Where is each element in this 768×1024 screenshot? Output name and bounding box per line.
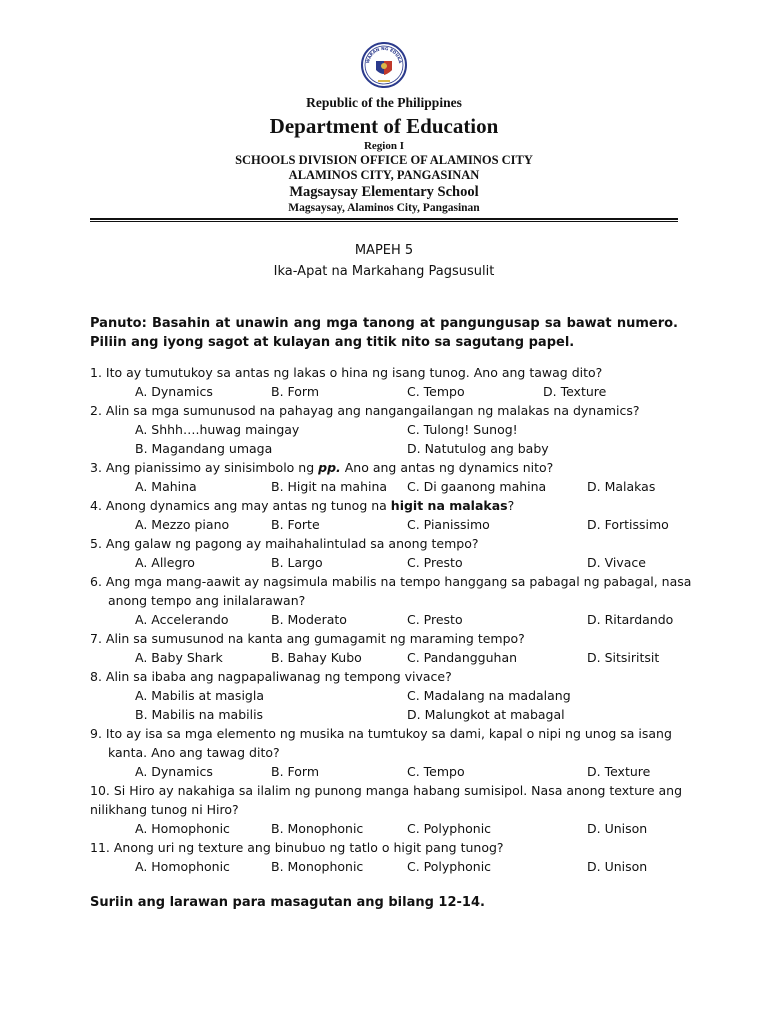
q7-option-b: B. Bahay Kubo <box>271 650 362 665</box>
q3-option-d: D. Malakas <box>587 479 656 494</box>
school-address: Magsaysay, Alaminos City, Pangasinan <box>288 202 480 214</box>
question-1: 1. Ito ay tumutukoy sa antas ng lakas o hina ng isang tunog. Ano ang tawag dito? <box>90 365 603 380</box>
subject-title: MAPEH 5 <box>354 243 414 258</box>
q4-option-a: A. Mezzo piano <box>135 517 230 532</box>
q1-option-b: B. Form <box>271 384 320 399</box>
question-8: 8. Alin sa ibaba ang nagpapaliwanag ng tempong vivace? <box>90 669 452 684</box>
question-6-cont: anong tempo ang inilalarawan? <box>108 593 306 608</box>
q6-option-a: A. Accelerando <box>135 612 229 627</box>
question-7: 7. Alin sa sumusunod na kanta ang gumagamit ng maraming tempo? <box>90 631 525 646</box>
q5-option-c: C. Presto <box>407 555 463 570</box>
q8-option-d: D. Malungkot at mabagal <box>407 707 565 722</box>
q3-symbol: pp. <box>318 460 341 475</box>
header-divider-thin <box>90 221 678 222</box>
q2-option-c: C. Tulong! Sunog! <box>407 422 518 437</box>
q2-option-d: D. Natutulog ang baby <box>407 441 549 456</box>
deped-seal-icon <box>361 42 407 88</box>
q11-option-c: C. Polyphonic <box>407 859 492 874</box>
question-2: 2. Alin sa mga sumunusod na pahayag ang nangangailangan ng malakas na dynamics? <box>90 403 640 418</box>
exam-title: Ika-Apat na Markahang Pagsusulit <box>273 264 495 279</box>
question-9-cont: kanta. Ano ang tawag dito? <box>108 745 280 760</box>
q8-option-a: A. Mabilis at masigla <box>135 688 264 703</box>
q3-option-b: B. Higit na mahina <box>271 479 388 494</box>
q1-option-a: A. Dynamics <box>135 384 213 399</box>
city-text: ALAMINOS CITY, PANGASINAN <box>288 168 480 182</box>
republic-text: Republic of the Philippines <box>306 95 462 110</box>
question-6: 6. Ang mga mang-aawit ay nagsimula mabilis na tempo hanggang sa pabagal ng pabagal, nasa <box>90 574 692 589</box>
question-10: 10. Si Hiro ay nakahiga sa ilalim ng punong manga habang sumisipol. Nasa anong texture ang <box>90 783 683 798</box>
q9-option-c: C. Tempo <box>407 764 465 779</box>
q6-option-b: B. Moderato <box>271 612 347 627</box>
q8-option-b: B. Mabilis na mabilis <box>135 707 264 722</box>
q10-option-a: A. Homophonic <box>135 821 230 836</box>
q11-option-b: B. Monophonic <box>271 859 364 874</box>
q2-option-a: A. Shhh….huwag maingay <box>135 422 300 437</box>
q3-text-before: 3. Ang pianissimo ay sinisimbolo ng <box>90 460 319 475</box>
q4-text-before: 4. Anong dynamics ang may antas ng tunog na <box>90 498 391 513</box>
q6-option-c: C. Presto <box>407 612 463 627</box>
q3-option-c: C. Di gaanong mahina <box>407 479 547 494</box>
q4-option-c: C. Pianissimo <box>407 517 490 532</box>
q3-text-after: Ano ang antas ng dynamics nito? <box>340 460 554 475</box>
q1-option-c: C. Tempo <box>407 384 465 399</box>
question-11: 11. Anong uri ng texture ang binubuo ng tatlo o higit pang tunog? <box>90 840 504 855</box>
image-instruction: Suriin ang larawan para masagutan ang bilang 12-14. <box>90 895 485 910</box>
q9-option-b: B. Form <box>271 764 320 779</box>
q10-option-b: B. Monophonic <box>271 821 364 836</box>
q5-option-a: A. Allegro <box>135 555 195 570</box>
question-10-cont: nilikhang tunog ni Hiro? <box>90 802 239 817</box>
q9-option-a: A. Dynamics <box>135 764 213 779</box>
q11-option-d: D. Unison <box>587 859 648 874</box>
q2-option-b: B. Magandang umaga <box>135 441 273 456</box>
q10-option-d: D. Unison <box>587 821 648 836</box>
region-text: Region I <box>363 140 405 152</box>
division-text: SCHOOLS DIVISION OFFICE OF ALAMINOS CITY <box>235 153 533 167</box>
q4-text-after: ? <box>507 498 515 513</box>
q5-option-b: B. Largo <box>271 555 323 570</box>
q4-option-b: B. Forte <box>271 517 320 532</box>
q5-option-d: D. Vivace <box>587 555 646 570</box>
q4-option-d: D. Fortissimo <box>587 517 669 532</box>
q11-option-a: A. Homophonic <box>135 859 230 874</box>
q7-option-d: D. Sitsiritsit <box>587 650 660 665</box>
question-4 <box>90 496 514 515</box>
instructions: Panuto: Basahin at unawin ang mga tanong at pangungusap sa bawat numero. Piliin ang iyong sagot at kulayan ang titik nito sa sagutang papel. <box>90 316 678 350</box>
q1-option-d: D. Texture <box>543 384 607 399</box>
question-5: 5. Ang galaw ng pagong ay maihahalintulad sa anong tempo? <box>90 536 479 551</box>
department-title: Department of Education <box>269 114 499 138</box>
seal-text: WARAN NG EDUKA <box>365 45 403 64</box>
question-3 <box>90 458 553 477</box>
header-divider <box>90 218 678 220</box>
q7-option-c: C. Pandangguhan <box>407 650 518 665</box>
q8-option-c: C. Madalang na madalang <box>407 688 571 703</box>
q9-option-d: D. Texture <box>587 764 651 779</box>
q3-option-a: A. Mahina <box>135 479 197 494</box>
school-name: Magsaysay Elementary School <box>289 184 479 200</box>
q7-option-a: A. Baby Shark <box>135 650 223 665</box>
question-9: 9. Ito ay isa sa mga elemento ng musika na tumtukoy sa dami, kapal o nipi ng unog sa isang <box>90 726 672 741</box>
q4-emphasis: higit na malakas <box>390 498 508 513</box>
q6-option-d: D. Ritardando <box>587 612 674 627</box>
q10-option-c: C. Polyphonic <box>407 821 492 836</box>
